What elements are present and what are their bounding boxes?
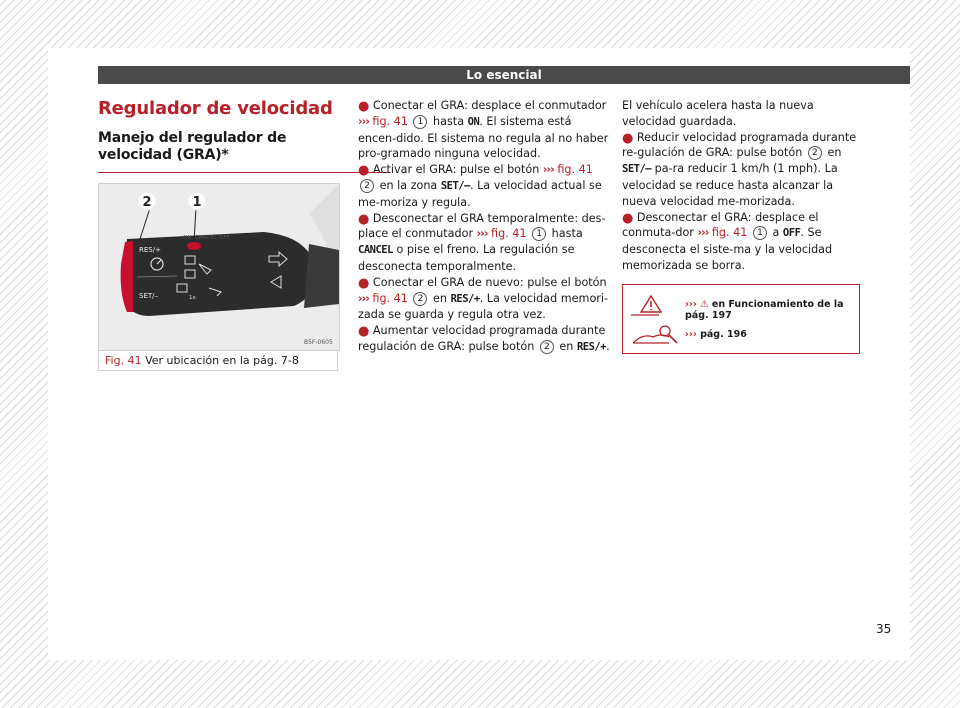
title-divider <box>98 172 390 173</box>
figure-code: B5F-0605 <box>304 339 333 346</box>
fig-link[interactable]: fig. 41 <box>372 114 408 128</box>
lever-label-cancel: CANCEL <box>195 235 218 241</box>
page-number: 35 <box>876 622 892 636</box>
bullet-icon: ● <box>358 324 370 340</box>
item-text: . La velocidad memori-zada se guarda y regula otra vez. <box>358 291 609 322</box>
lever-label-res: RES/+ <box>139 246 161 254</box>
arrow-icon: ››› <box>476 227 488 241</box>
figure-41 <box>98 183 340 351</box>
item-text: Desconectar el GRA temporalmente: des-place el conmutador <box>358 211 606 241</box>
item-text: en <box>827 146 842 160</box>
bullet-icon: ● <box>622 130 634 146</box>
warning-icon <box>631 293 671 317</box>
item-text: Activar el GRA: pulse el botón <box>372 163 540 177</box>
list-item <box>622 210 860 274</box>
item-text: . <box>606 339 610 353</box>
callout-ref: 2 <box>413 292 427 306</box>
fig-link[interactable]: fig. 41 <box>711 226 748 240</box>
warning-ref[interactable] <box>685 299 859 321</box>
callout-ref: 1 <box>753 226 767 240</box>
item-text: pa-ra reducir 1 km/h (1 mph). La velocidad se reduce hasta alcanzar la nueva velocidad me-morizada. <box>622 162 838 208</box>
arrow-icon: ››› <box>358 114 369 128</box>
fig-link[interactable]: fig. 41 <box>557 163 593 177</box>
item-text: en la zona <box>379 178 438 192</box>
bullet-icon: ● <box>358 163 370 179</box>
arrow-icon: ››› <box>685 298 697 310</box>
key-label: ON <box>467 115 480 128</box>
ref-text: en Funcionamiento de la pág. 197 <box>685 298 844 321</box>
column-right <box>622 98 860 354</box>
callout-ref: 1 <box>532 227 546 241</box>
column-left <box>98 98 390 371</box>
running-header: Lo esencial <box>98 66 910 84</box>
figure-caption-ref[interactable]: Fig. 41 <box>105 354 142 367</box>
lever-label-off: OFF <box>219 235 230 241</box>
key-label: SET/– <box>440 179 470 192</box>
page-ref[interactable] <box>685 329 747 340</box>
item-text: . El sistema está encen-dido. El sistema no regula al no haber pro-gramado ninguna velocidad. <box>358 114 609 161</box>
arrow-icon: ››› <box>358 291 369 305</box>
item-text: en <box>559 339 574 353</box>
callout-1: 1 <box>192 195 202 210</box>
paragraph: El vehículo acelera hasta la nueva velocidad guardada. <box>622 99 814 128</box>
key-label: OFF <box>782 227 801 240</box>
item-text: . Se desconecta el siste-ma y la velocidad memorizada se borra. <box>622 226 833 272</box>
item-text: Conectar el GRA: desplace el conmutador <box>372 99 607 112</box>
item-text: . La velocidad actual se me-moriza y regula. <box>358 178 602 209</box>
callout-ref: 2 <box>808 146 822 160</box>
arrow-icon: ››› <box>685 328 697 340</box>
list-item <box>622 130 860 210</box>
item-text: Reducir velocidad programada durante re-gulación de GRA: pulse botón <box>622 130 857 160</box>
ref-text: pág. 196 <box>700 328 747 340</box>
item-text: hasta <box>433 114 465 128</box>
book-icon <box>631 323 681 347</box>
inline-warning-icon: ⚠ <box>700 298 709 310</box>
item-text: en <box>433 291 448 305</box>
list-item <box>358 323 610 356</box>
fig-link[interactable]: fig. 41 <box>491 227 527 241</box>
fig-link[interactable]: fig. 41 <box>372 291 408 305</box>
cruise-control-lever-illustration <box>99 184 339 350</box>
key-label: CANCEL <box>358 244 393 257</box>
section-title: Regulador de velocidad <box>98 98 333 119</box>
key-label: RES/+ <box>450 292 480 305</box>
page <box>48 48 910 660</box>
item-text: a <box>772 226 780 240</box>
callout-2: 2 <box>142 195 152 210</box>
section-subtitle: Manejo del regulador de velocidad (GRA)* <box>98 130 287 163</box>
lever-label-1x: 1x <box>189 295 196 301</box>
bullet-icon: ● <box>358 211 370 227</box>
item-text: hasta <box>551 227 583 241</box>
figure-caption-text: Ver ubicación en la pág. 7-8 <box>145 354 299 367</box>
callout-ref: 2 <box>540 340 554 354</box>
callout-ref: 1 <box>413 115 427 129</box>
column-middle <box>358 98 610 356</box>
reference-box <box>622 284 860 354</box>
list-item <box>358 98 610 162</box>
key-label: SET/– <box>622 163 652 176</box>
figure-caption <box>98 351 338 371</box>
list-item <box>358 162 610 210</box>
list-item <box>358 275 610 323</box>
bullet-icon: ● <box>358 99 370 114</box>
lever-label-set: SET/– <box>139 292 159 300</box>
item-text: Aumentar velocidad programada durante regulación de GRA: pulse botón <box>358 324 606 353</box>
item-text: Desconectar el GRA: desplace el conmuta-dor <box>622 210 819 240</box>
key-label: RES/+ <box>576 340 607 353</box>
item-text: Conectar el GRA de nuevo: pulse el botón <box>372 275 607 289</box>
lever-label-on: ON <box>183 235 192 241</box>
arrow-icon: ››› <box>697 226 709 240</box>
list-item <box>358 211 610 275</box>
item-text: o pise el freno. La regulación se desconecta temporalmente. <box>358 243 575 273</box>
bullet-icon: ● <box>622 210 634 226</box>
bullet-icon: ● <box>358 275 370 291</box>
arrow-icon: ››› <box>542 163 554 177</box>
callout-ref: 2 <box>360 179 374 193</box>
